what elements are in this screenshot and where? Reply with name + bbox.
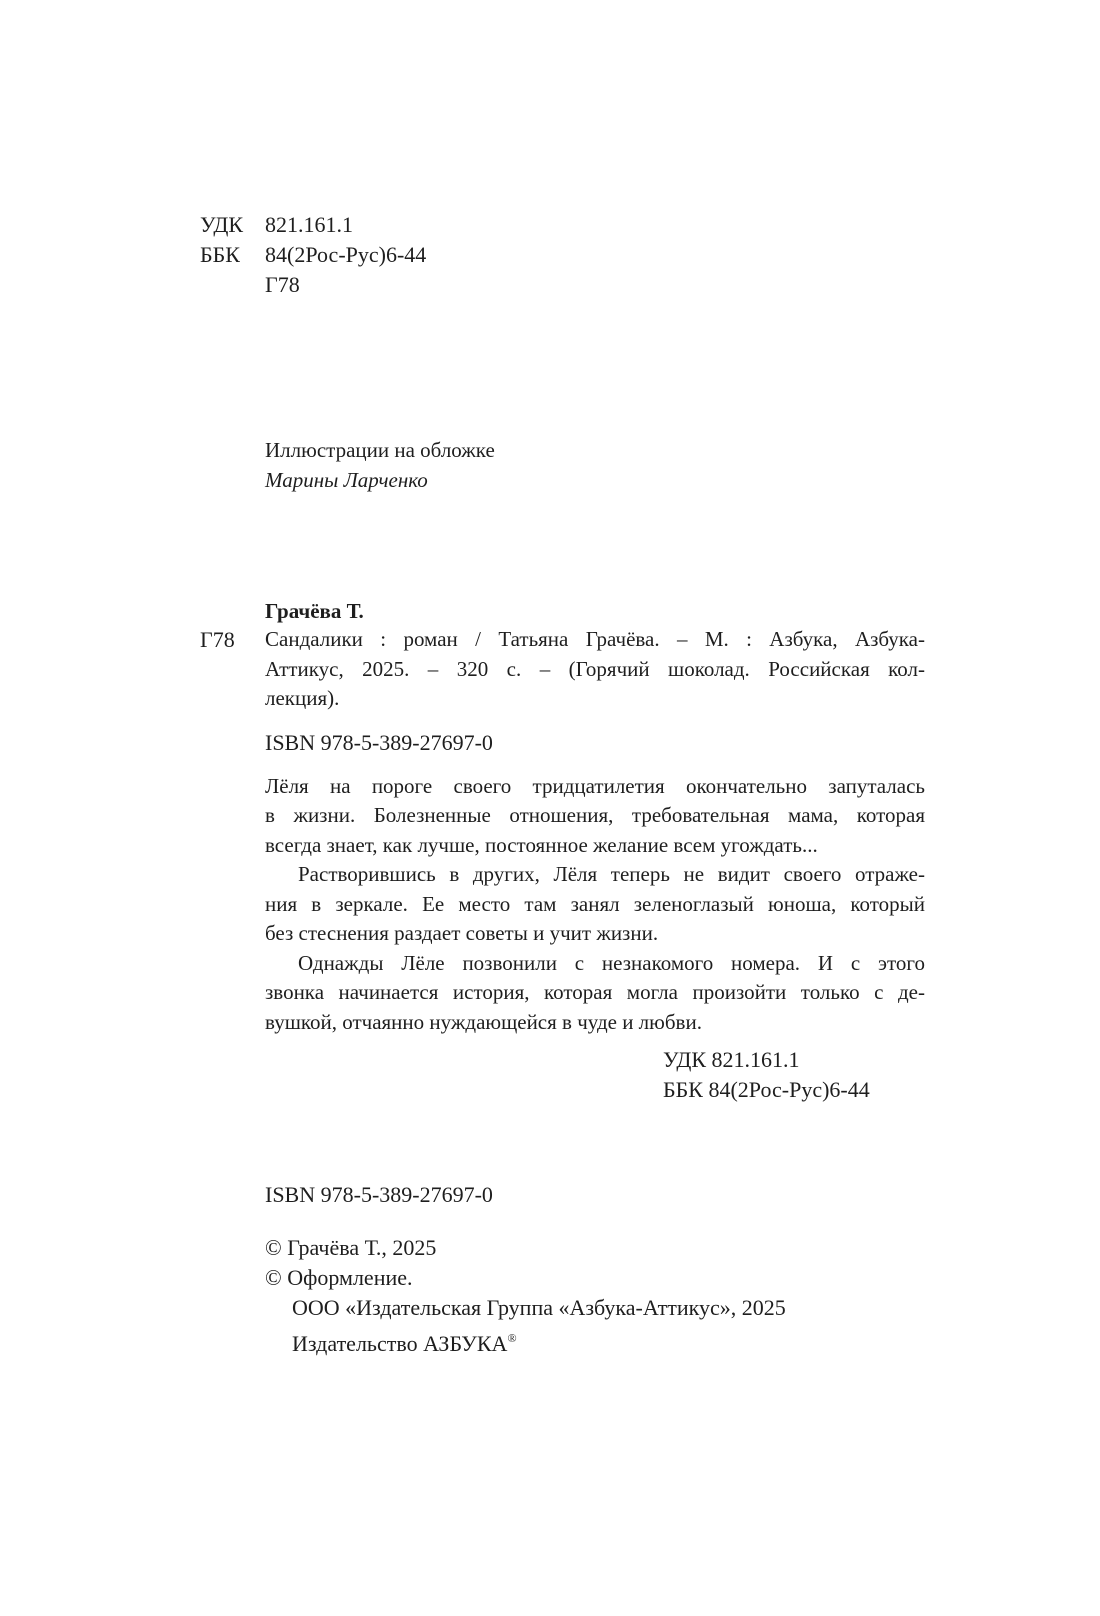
annotation <box>265 772 925 1038</box>
record-classification <box>663 1045 870 1105</box>
annotation-line: вушкой, отчаянно нуждающейся в чуде и любви. <box>265 1009 702 1034</box>
isbn-bottom: ISBN 978-5-389-27697-0 <box>265 1182 493 1207</box>
annotation-line: всегда знает, как лучше, постоянное желание всем угождать... <box>265 832 818 857</box>
publisher-name: Издательство АЗБУКА <box>292 1331 508 1356</box>
record-udk: УДК 821.161.1 <box>663 1047 800 1072</box>
illustrations-caption: Иллюстрации на обложке <box>265 438 495 462</box>
bbk-value: 84(2Рос-Рус)6-44 <box>265 242 427 267</box>
annotation-line: Растворившись в других, Лёля теперь не видит своего отраже- <box>298 862 925 886</box>
copyright-block <box>265 1233 786 1356</box>
illustrator-name: Марины Ларченко <box>265 468 428 492</box>
udk-row <box>200 210 426 240</box>
registered-mark-icon: ® <box>507 1331 517 1345</box>
record-author-code: Г78 <box>200 627 235 652</box>
copyright-design: © Оформление. <box>265 1265 413 1290</box>
description-line: лекция). <box>265 686 340 710</box>
record-bbk: ББК 84(2Рос-Рус)6-44 <box>663 1077 870 1102</box>
udk-label: УДК <box>200 212 244 237</box>
classification-block <box>200 210 426 300</box>
udk-value: 821.161.1 <box>265 212 353 237</box>
author-sign-row <box>200 270 426 300</box>
annotation-line: без стеснения раздает советы и учит жизни. <box>265 921 659 945</box>
bibliographic-record <box>265 625 925 1037</box>
description-line: Аттикус, 2025. – 320 с. – (Горячий шоколад. Российская кол- <box>265 656 925 681</box>
annotation-line: Однажды Лёле позвонили с незнакомого номера. И с этого <box>298 950 925 975</box>
author-sign-value: Г78 <box>265 272 300 297</box>
annotation-line: ния в зеркале. Ее место там занял зеленоглазый юноша, который <box>265 891 925 916</box>
description-line: Сандалики : роман / Татьяна Грачёва. – М. : Азбука, Азбука- <box>265 627 925 651</box>
author-sign-label <box>200 270 265 300</box>
annotation-line: Лёля на пороге своего тридцатилетия окончательно запуталась <box>265 773 925 798</box>
record-author: Грачёва Т. <box>265 599 364 623</box>
copyright-publisher <box>265 1323 786 1356</box>
annotation-line: звонка начинается история, которая могла произойти только с де- <box>265 980 925 1004</box>
bbk-label: ББК <box>200 242 240 267</box>
copyright-author: © Грачёва Т., 2025 <box>265 1235 437 1260</box>
copyright-publisher-group: ООО «Издательская Группа «Азбука-Аттикус», 2025 <box>292 1295 786 1320</box>
bbk-row <box>200 240 426 270</box>
record-isbn: ISBN 978-5-389-27697-0 <box>265 729 493 755</box>
illustrations-credit <box>265 435 495 495</box>
annotation-line: в жизни. Болезненные отношения, требовательная мама, которая <box>265 803 925 827</box>
